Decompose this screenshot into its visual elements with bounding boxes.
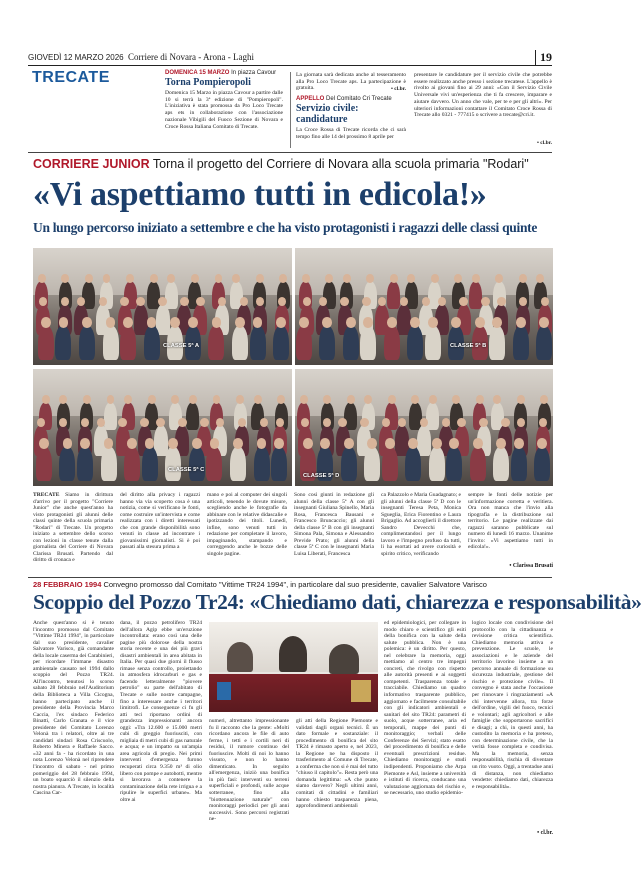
photo-person bbox=[387, 281, 400, 310]
photo-face bbox=[539, 317, 549, 327]
brief-continued bbox=[414, 72, 552, 146]
photo-face bbox=[302, 274, 310, 282]
brief-kicker: DOMENICA 15 MARZO bbox=[165, 70, 230, 76]
photo-person bbox=[426, 402, 439, 431]
photo-face bbox=[390, 274, 398, 282]
photo-face bbox=[516, 317, 526, 327]
photo-person bbox=[296, 325, 312, 360]
photo-caption: CLASSE 5ª D bbox=[303, 473, 340, 479]
photo-face bbox=[319, 297, 327, 306]
brief-kicker-rest: In piazza Cavour bbox=[229, 70, 277, 76]
photo-face bbox=[422, 297, 430, 306]
photo-face bbox=[233, 438, 243, 448]
article-signature: • Clarissa Brusati bbox=[509, 563, 553, 569]
photo-person bbox=[186, 402, 199, 431]
photo-person bbox=[38, 325, 54, 360]
article-column: mano e poi al computer dei singoli articoli, tenendo le dovute misure, scegliendo anche le fotografie da abbinare con le relative didascalie e ipotizzando dei titoli. Lunedì, infine, sono venuti tutti in redazione per completare il lavoro, impaginando, stampando e correggendo anche le bozze delle singole pagine. bbox=[207, 492, 287, 557]
photo-face bbox=[127, 438, 137, 448]
kicker-line bbox=[33, 580, 487, 589]
photo-person bbox=[273, 325, 289, 360]
photo-face bbox=[97, 418, 105, 427]
photo-face bbox=[178, 418, 186, 427]
photo-face bbox=[299, 317, 309, 327]
photo-face bbox=[196, 297, 204, 306]
photo-face bbox=[378, 297, 386, 306]
photo-face bbox=[82, 317, 92, 327]
photo-face bbox=[170, 317, 180, 327]
photo-face bbox=[277, 395, 285, 403]
photo-face bbox=[126, 274, 134, 282]
article-signature: • cl.br. bbox=[537, 830, 553, 836]
photo-face bbox=[213, 395, 221, 403]
article-column: ca Palazzolo e Maria Guadagnato; e gli alunni della classe 5ª D con le insegnanti Teresa Peta, Monica Sgueglia, Erica Fiorentino e Laura Brigaglio. Ad accoglierli il direttore Sandro Devecchi che, complimentandosi per il lungo lavoro e l'impegno profuso da tutti, li ha esortati ad avere curiosità e spirito critico, verificando bbox=[381, 492, 461, 557]
photo-person bbox=[470, 446, 486, 481]
photo-face bbox=[452, 395, 460, 403]
brief-text: La Croce Rossa di Trecate ricorda che ci sarà tempo fino alle 14 del prossimo 8 aprile per bbox=[296, 127, 406, 140]
photo-face bbox=[106, 317, 116, 327]
photo-face bbox=[145, 438, 155, 448]
article-text: logico locale con condivisione del protocollo con la cittadinanza e revisione critica scientifica. Chiediamo memoria attiva e prevenzione. Le scuole, le associazioni e le aziende del territorio lavorino insieme a un percorso annuale di formazione su sicurezza industriale, gestione del rischio e protezione civile». Il convegno è stata anche l'occasione per rinnovare i ringraziamenti «A chi intervenne allora, tra forze dell'ordine, vigili del fuoco, tecnici e volontari; agli agricoltori e alle famiglie che sopportarono sacrifici e disagi; a chi, in questi anni, ha custodito la memoria e ha preteso, con determinazione civile, che la verità fosse completa e condivisa. Ma la memoria, senza responsabilità, rischia di diventare un rito vuoto. Oggi, a trentadue anni di distanza, non chiediamo vendette: chiediamo dati, chiarezza e responsabilità». bbox=[472, 620, 553, 790]
photo-person bbox=[364, 446, 380, 481]
photo-face bbox=[495, 274, 503, 282]
photo-face bbox=[104, 438, 114, 448]
photo-face bbox=[429, 395, 437, 403]
photo-face bbox=[240, 297, 248, 306]
photo-person bbox=[104, 402, 117, 431]
brief-pompieropoli bbox=[165, 70, 283, 143]
photo-face bbox=[519, 297, 527, 306]
article-column: dana, il pozzo petrolifero TR24 dell'allora Agip ebbe un'eruzione incontrollata: erano così una delle pagine più dolorose della nostra storia recente e una dei più gravi disastri ambientali in area abitata in Italia. Per quasi due giorni il flusso rimase senza controllo, proiettando in atmosfera idrocarburi e gas e facendo letteralmente "piovere petrolio" su parte dell'abitato di Trecate e sulle nostre campagne, fino a interessare anche i territori limitrofi. Le conseguenze ci fu gli atti teci riportano ordini di grandezza impressionanti ancora oggi: «Tra 12.600 e 15.000 metri cubi di greggio fuoriusciti, con migliaia di metri cubi di gas naturale e acqua; e un impatto su un'ampia area agricola di pregio. Nei primi interventi d'emergenza furono recuperati circa 9.350 m³ di olio libero con pompe e autobotti, mentre si lavorava a contenere la contaminazione della rete irrigua e a ripulire le superfici urbane». Ma oltre ai bbox=[120, 620, 202, 803]
photo-face bbox=[407, 274, 415, 282]
photo-face bbox=[385, 438, 395, 448]
kicker-date: 28 FEBBRAIO 1994 bbox=[33, 580, 102, 589]
photo-face bbox=[168, 438, 178, 448]
photo-face bbox=[362, 297, 370, 306]
brief-signature: • cl.br. bbox=[390, 86, 406, 92]
class-photo-5b bbox=[295, 248, 553, 365]
photo-face bbox=[432, 438, 442, 448]
photo-face bbox=[541, 297, 549, 306]
photo-person bbox=[493, 446, 509, 481]
photo-face bbox=[517, 395, 525, 403]
photo-face bbox=[303, 297, 311, 306]
photo-face bbox=[218, 297, 226, 306]
photo-face bbox=[37, 418, 45, 427]
photo-face bbox=[497, 297, 505, 306]
photo-face bbox=[303, 438, 313, 448]
photo-person bbox=[206, 446, 222, 481]
photo-face bbox=[366, 274, 374, 282]
photo-person bbox=[120, 325, 136, 360]
photo-person bbox=[147, 281, 160, 310]
photo-person bbox=[165, 281, 178, 310]
photo-face bbox=[344, 438, 354, 448]
photo-face bbox=[451, 317, 461, 327]
photo-face bbox=[136, 297, 144, 306]
photo-person bbox=[230, 446, 246, 481]
photo-face bbox=[99, 297, 107, 306]
photo-caption: CLASSE 5ª C bbox=[168, 467, 205, 473]
photo-face bbox=[411, 395, 419, 403]
photo-person bbox=[469, 281, 482, 310]
photo-face bbox=[536, 274, 544, 282]
photo-person bbox=[341, 446, 357, 481]
photo-face bbox=[438, 297, 446, 306]
article-column-last bbox=[472, 620, 553, 836]
photo-face bbox=[59, 395, 67, 403]
photo-face bbox=[189, 395, 197, 403]
photo-face bbox=[338, 418, 346, 427]
photo-face bbox=[216, 418, 224, 427]
photo-face bbox=[410, 317, 420, 327]
photo-face bbox=[400, 297, 408, 306]
photo-person bbox=[232, 325, 248, 360]
photo-person bbox=[343, 325, 359, 360]
photo-face bbox=[260, 418, 268, 427]
article-text: Siamo in dirittura d'arrivo per il progetto "Corriere Junior" che anche quest'anno ha visto protagonisti gli alunni delle classi quinte della scuola primaria "Rodari" di Trecate. Un progetto iniziato a settembre dello scorso con lezioni in classe tenute dalla giornalista del Corriere di Novara Clarissa Brusati. Partendo dal diritto di cronaca e bbox=[33, 492, 113, 564]
photo-person bbox=[36, 446, 52, 481]
photo-person bbox=[189, 446, 205, 481]
photo-person bbox=[511, 446, 527, 481]
headline-2: Scoppio del Pozzo Tr24: «Chiediamo dati, chiarezza e responsabilità» bbox=[33, 590, 641, 614]
brief-signature: • cl.br. bbox=[536, 140, 552, 146]
brief-kicker-line bbox=[296, 96, 406, 102]
photo-face bbox=[120, 297, 128, 306]
photo-face bbox=[540, 395, 548, 403]
photo-face bbox=[148, 395, 156, 403]
photo-face bbox=[276, 317, 286, 327]
photo-face bbox=[107, 395, 115, 403]
photo-face bbox=[537, 438, 547, 448]
photo-person bbox=[534, 446, 550, 481]
kicker-label: CORRIERE JUNIOR bbox=[33, 157, 150, 171]
photo-face bbox=[124, 395, 132, 403]
photo-face bbox=[479, 418, 487, 427]
headline: «Vi aspettiamo tutti in edicola!» bbox=[33, 176, 487, 213]
photo-face bbox=[320, 438, 330, 448]
article-column: ed epidemiologici, per collegare in modo chiaro e scientifico gli esiti della bonifica con la salute della salute pubblica. Non è una polemica: è un diritto. Per questo, nel celebrare la memoria, oggi mettiamo al centro tre impegni concreti, che rivolgo con rispetto alle autorità presenti e ai soggetti competenti. Trasparenza totale e tracciabile. Chiediamo un quadro informativo trasparente pubblico, aggiornato e facilmente consultabile con gli indicatori ambientali e sanitari del sito TR24: parametri di suolo, acque sotterranee, aria ed temporali, mappe dei punti di monitoraggio; verbali delle Conferenze dei Servizi; stato esatto del procedimento di bonifica e delle eventuali prescrizioni residue. Chiediamo monitoraggi e studi indipendenti. Proponiamo che Arpa Piemonte e Asl, insieme a università e istituti di ricerca, conducano una valutazione aggiornata del rischio e, se necessario, uno studio epidemio- bbox=[384, 620, 466, 797]
photo-face bbox=[457, 418, 465, 427]
photo-face bbox=[496, 438, 506, 448]
photo-person bbox=[79, 325, 95, 360]
kicker-line bbox=[33, 157, 529, 171]
photo-person bbox=[384, 325, 400, 360]
article-column: numeri, altrettanto impressionante fu il racconto che la gente: «Molti ricordano ancora le file di auto ferme, i tetti e i cortili neri di residui, il rumore continuo del fuoriuscire. Molti di noi lo hanno vissuto, e non lo hanno dimenticato. In seguito all'emergenza, iniziò una bonifica in più fasi: interventi su terreni superficiali e profondi, sulle acque sotterranee, fino alla "biottenuazione naturale" con monitoraggi periodici per gli anni successivi. Sono percorsi registrati ne- bbox=[209, 718, 289, 823]
article-column-last bbox=[468, 492, 553, 569]
photo-face bbox=[492, 317, 502, 327]
photo-person bbox=[429, 446, 445, 481]
photo-person bbox=[407, 325, 423, 360]
article-column: del diritto alla privacy i ragazzi hanno via via scoperto cosa è una notizia, come si verificano le fonti, come costruire un'intervista e come realizzata con i diretti interessati che con grande disponibilità sono venuti in classe ad incontrare i giovanissimi giornalisti. Si è poi passati alla stesura prima a bbox=[120, 492, 200, 551]
photo-face bbox=[81, 418, 89, 427]
photo-face bbox=[103, 274, 111, 282]
photo-person bbox=[425, 325, 441, 360]
photo-face bbox=[39, 297, 47, 306]
photo-face bbox=[254, 395, 262, 403]
photo-face bbox=[387, 317, 397, 327]
photo-face bbox=[475, 317, 485, 327]
article-column: gli atti della Regione Piemonte e validati dagli organi tecnici. È un dato formale e sostanziale: il procedimento di bonifica del sito TR24 è rimasto aperto e, nel 2023, la Regione ne ha disposto il trasferimento al Comune di Trecate, a conferma che non si è mai del tutto "chiuso il capitolo"». Resta però una domanda legittima: «A che punto siamo davvero? Negli ultimi anni, comitati di cittadini e familiari hanno chiesto trasparenza piena, approfondimenti ambientali bbox=[296, 718, 378, 810]
photo-face bbox=[322, 317, 332, 327]
photo-person bbox=[59, 446, 75, 481]
photo-face bbox=[442, 418, 450, 427]
photo-person bbox=[382, 446, 398, 481]
photo-face bbox=[388, 395, 396, 403]
photo-face bbox=[80, 438, 90, 448]
photo-face bbox=[367, 438, 377, 448]
photo-face bbox=[398, 418, 406, 427]
class-photo-5d bbox=[295, 369, 553, 486]
photo-face bbox=[340, 297, 348, 306]
photo-face bbox=[420, 418, 428, 427]
photo-face bbox=[150, 274, 158, 282]
photo-face bbox=[85, 274, 93, 282]
photo-face bbox=[449, 438, 459, 448]
photo-face bbox=[343, 274, 351, 282]
photo-face bbox=[347, 395, 355, 403]
photo-face bbox=[301, 418, 309, 427]
photo-face bbox=[61, 274, 69, 282]
photo-face bbox=[210, 438, 220, 448]
photo-face bbox=[300, 395, 308, 403]
article-lead: TRECATE bbox=[33, 492, 60, 498]
kicker-text: Torna il progetto del Corriere di Novara alla scuola primaria "Rodari" bbox=[149, 157, 529, 171]
photo-face bbox=[232, 274, 240, 282]
photo-face bbox=[123, 317, 133, 327]
photo-person bbox=[446, 446, 462, 481]
photo-face bbox=[158, 297, 166, 306]
section-rule bbox=[28, 152, 552, 153]
subheadline: Un lungo percorso iniziato a settembre e che ha visto protagonisti i ragazzi delle classi quinte bbox=[33, 220, 538, 235]
photo-face bbox=[59, 418, 67, 427]
photo-face bbox=[501, 418, 509, 427]
photo-face bbox=[238, 418, 246, 427]
photo-face bbox=[212, 317, 222, 327]
photo-face bbox=[77, 297, 85, 306]
article-column bbox=[33, 492, 113, 568]
brief-kicker-line bbox=[165, 70, 283, 76]
photo-face bbox=[171, 395, 179, 403]
photo-face bbox=[256, 297, 264, 306]
photo-face bbox=[360, 418, 368, 427]
photo-person bbox=[165, 446, 181, 481]
photo-person bbox=[254, 446, 270, 481]
photo-face bbox=[83, 395, 91, 403]
photo-face bbox=[428, 317, 438, 327]
class-photo-5c bbox=[33, 369, 292, 486]
brief-kicker: APPELLO bbox=[296, 96, 325, 102]
photo-face bbox=[476, 395, 484, 403]
photo-face bbox=[323, 395, 331, 403]
photo-face bbox=[519, 274, 527, 282]
photo-face bbox=[539, 418, 547, 427]
brief-text: Domenica 15 Marzo in piazza Cavour a partire dalle 10 si terrà la 3ª edizione di "Pompieropoli". L'iniziativa è stata promossa da Pro Loco Trecate aps ets in collaborazione con l'associazione nazionale Vibigili del Fuoco Sezione di Novara e Croce Rossa Italiana Comitato di Trecate. bbox=[165, 90, 283, 130]
brief-kicker-rest: Del Comitato Cri Trecate bbox=[324, 96, 392, 102]
photo-person bbox=[208, 325, 224, 360]
class-photo-5a bbox=[33, 248, 292, 365]
photo-face bbox=[363, 317, 373, 327]
photo-face bbox=[63, 438, 73, 448]
photo-person bbox=[513, 325, 529, 360]
photo-face bbox=[514, 438, 524, 448]
photo-face bbox=[481, 297, 489, 306]
photo-face bbox=[256, 274, 264, 282]
photo-person bbox=[405, 446, 421, 481]
photo-face bbox=[274, 438, 284, 448]
photo-face bbox=[408, 438, 418, 448]
photo-face bbox=[167, 274, 175, 282]
photo-face bbox=[517, 418, 525, 427]
photo-face bbox=[364, 395, 372, 403]
photo-caption: CLASSE 5ª B bbox=[450, 343, 487, 349]
photo-person bbox=[77, 446, 93, 481]
photo-person bbox=[489, 325, 505, 360]
photo-person bbox=[536, 325, 552, 360]
photo-face bbox=[192, 438, 202, 448]
photo-face bbox=[253, 317, 263, 327]
photo-face bbox=[278, 297, 286, 306]
brief-title: Servizio civile: candidature bbox=[296, 103, 359, 125]
photo-face bbox=[39, 438, 49, 448]
photo-face bbox=[459, 297, 467, 306]
article-column: Anche quest'anno si è tenuto l'incontro promosso dal Comitato "Vittime TR24 1994", in particolare dal suo presidente, cavalier Salvatore Varisco, già comandante della locale caserma dei Carabinieri, per ricordare l'immane disastro ambientale causato nel 1994 dallo scoppio del Pozzo TR24. All'incontro, tenutosi lo scorso sabato 28 febbraio nell'Auditorium della Biblioteca a Villa Cicogna, hanno partecipato anche il presidente della Provincia Marco Caccia, l'ex sindaco Federico Binatti, Carlo Granata e il vice presidente del Comitato Lorenzo Velonà tra i relatori, oltre ai tre candidati sindaci Rosa Criscuolo, Roberto Minera e Raffaele Sacco. «32 anni fa - ha ricordato in una nota Lorenzo Velonà nel riprendere l'incontro di sabato - nel primo pomeriggio del 28 febbraio 1994, un boato squarciò il silenzio della nostra pianura. A Trecate, in località Cascina Car- bbox=[33, 620, 114, 797]
photo-face bbox=[147, 317, 157, 327]
photo-person bbox=[142, 446, 158, 481]
brief-title: Torna Pompieropoli bbox=[165, 77, 251, 88]
photo-face bbox=[38, 274, 46, 282]
conference-photo bbox=[209, 622, 378, 712]
brief-text-top: La giornata sarà dedicata anche al tesseramento alla Pro Loco Trecate aps. La partecipazione è gratuita. bbox=[296, 72, 406, 92]
photo-face bbox=[473, 438, 483, 448]
photo-caption: CLASSE 5ª A bbox=[163, 343, 200, 349]
masthead: Corriere di Novara - Arona - Laghi bbox=[128, 52, 254, 62]
photo-face bbox=[215, 274, 223, 282]
section-title: TRECATE bbox=[32, 69, 110, 86]
kicker-text: Convegno promosso dal Comitato "Vittime TR24 1994", in particolare dal suo presidente, cavalier Salvatore Varisco bbox=[101, 580, 487, 589]
photo-face bbox=[454, 274, 462, 282]
brief-text: presentare le candidature per il servizio civile che potrebbe essere realizzato anche presso i sezione trecatese. L'appello è rivolto ai giovani fino ai 29 anni: «Con il Servizio Civile Universale vivi un'esperienza che ti fa crescere, imparare e aiutare davvero. Un anno che vale, per te e per gli altri». Per ulteriori informazioni contattare il Comitato Croce Rossa di Trecate allo 0321 - 777415 o scrivere a trecate@cri.it. bbox=[414, 72, 552, 119]
photo-face bbox=[235, 317, 245, 327]
page-number: 19 bbox=[535, 50, 552, 65]
page-header bbox=[28, 50, 552, 66]
brief-servizio-civile bbox=[296, 72, 406, 141]
photo-person bbox=[250, 325, 266, 360]
issue-date: GIOVEDÌ 12 MARZO 2026 bbox=[28, 53, 124, 62]
photo-face bbox=[180, 297, 188, 306]
photo-face bbox=[200, 418, 208, 427]
photo-face bbox=[257, 438, 267, 448]
photo-face bbox=[188, 317, 198, 327]
photo-face bbox=[118, 418, 126, 427]
article-column: Sono così giunti in redazione gli alunni della classe 5ª A con gli insegnanti Giuliana Spinello, Maria Rosa, Francesca Bausani e Francesco Bruncaccio; gli alunni della classe 5ª B con gli insegnanti Simona Pala, Simona e Alessandro Previde Prato; gli alunni della classe 5ª C con le insegnanti Maria Luisa Liberati, Francesca bbox=[294, 492, 374, 557]
photo-person bbox=[319, 325, 335, 360]
photo-face bbox=[42, 395, 50, 403]
photo-face bbox=[431, 274, 439, 282]
photo-face bbox=[59, 317, 69, 327]
photo-face bbox=[140, 418, 148, 427]
photo-face bbox=[236, 395, 244, 403]
photo-face bbox=[276, 418, 284, 427]
photo-face bbox=[279, 274, 287, 282]
photo-face bbox=[325, 274, 333, 282]
photo-face bbox=[156, 418, 164, 427]
photo-person bbox=[271, 446, 287, 481]
article-text: sempre le fonti delle notizie per un'informazione corretta e veritiera. Ora non manca che l'invio alla tipografia e la distribuzione sul territorio. Le pagine realizzate dai ragazzi saranno pubblicate sul numero di lunedì 16 marzo. Unanime l'invito: «Vi aspettiamo tutti in edicola!». bbox=[468, 492, 553, 551]
photo-face bbox=[61, 297, 69, 306]
photo-face bbox=[472, 274, 480, 282]
photo-face bbox=[323, 418, 331, 427]
photo-person bbox=[103, 325, 119, 360]
photo-person bbox=[124, 446, 140, 481]
photo-person bbox=[101, 446, 117, 481]
photo-person bbox=[144, 325, 160, 360]
column-divider bbox=[290, 72, 291, 148]
section-rule bbox=[28, 577, 552, 578]
photo-face bbox=[382, 418, 390, 427]
photo-face bbox=[41, 317, 51, 327]
photo-person bbox=[55, 325, 71, 360]
photo-face bbox=[191, 274, 199, 282]
photo-face bbox=[493, 395, 501, 403]
photo-person bbox=[360, 325, 376, 360]
photo-face bbox=[346, 317, 356, 327]
